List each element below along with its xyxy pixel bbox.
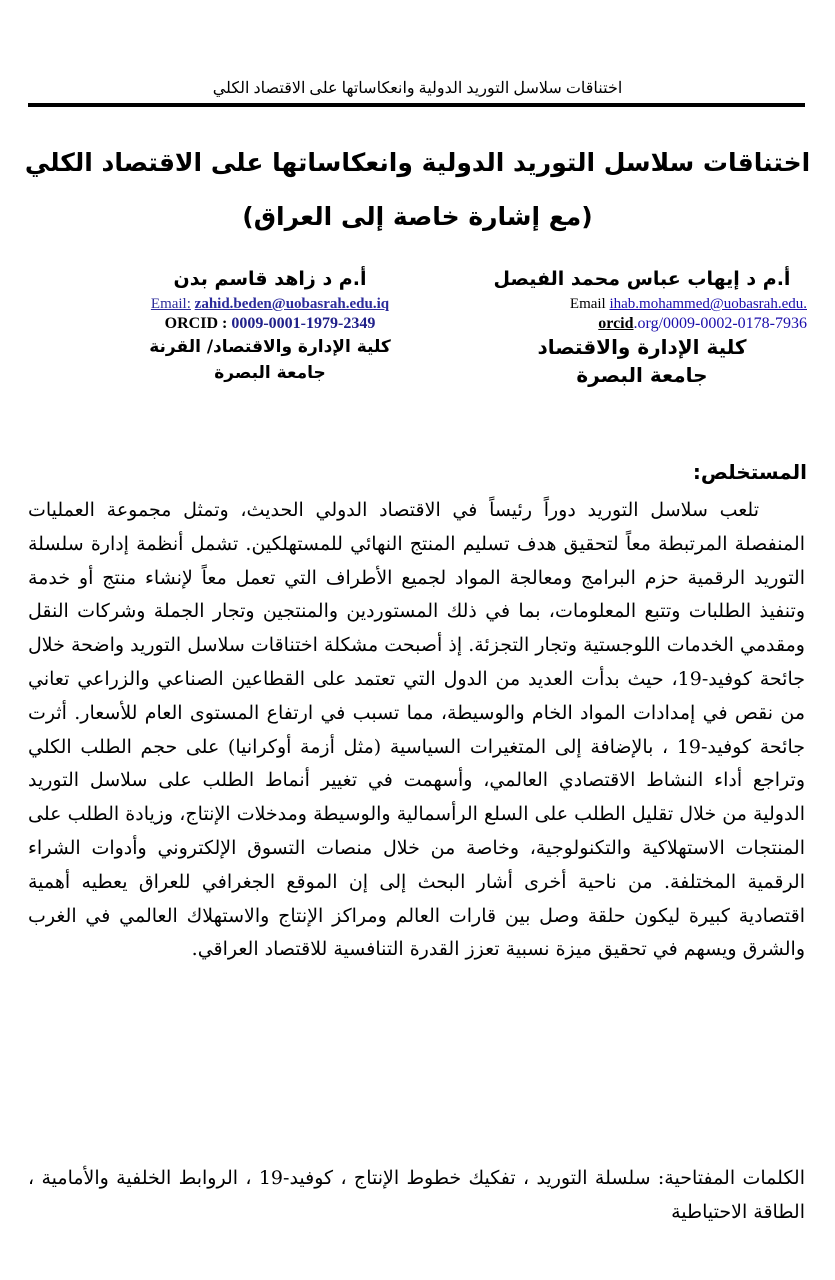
orcid-link[interactable]: .org/0009-0002-0178-7936 — [633, 315, 807, 332]
paper-title: اختناقات سلاسل التوريد الدولية وانعكاساتها على الاقتصاد الكلي — [24, 148, 811, 177]
orcid-prefix: orcid — [598, 315, 634, 332]
email-label: Email: — [150, 296, 191, 312]
abstract-body — [28, 494, 805, 967]
author-block-1 — [477, 268, 807, 387]
author-university: جامعة البصرة — [576, 363, 708, 387]
author-block-2 — [120, 268, 420, 383]
orcid-label: ORCID : — [164, 315, 228, 332]
orcid-number: 0009-0001-1979-2349 — [231, 315, 376, 332]
author-orcid-line — [477, 315, 807, 333]
paper-subtitle: (مع إشارة خاصة إلى العراق) — [242, 202, 593, 231]
author-email-line — [120, 296, 420, 313]
abstract-heading: المستخلص: — [692, 460, 807, 484]
keywords: الكلمات المفتاحية: سلسلة التوريد ، تفكيك خطوط الإنتاج ، كوفيد-19 ، الروابط الخلفية والأمامية ، الطاقة الاحتياطية — [28, 1167, 805, 1223]
email-label: Email — [569, 296, 606, 312]
author-name: أ.م د إيهاب عباس محمد الفيصل — [493, 268, 791, 290]
email-link[interactable]: zahid.beden@uobasrah.edu.iq — [194, 296, 390, 312]
author-orcid-line — [120, 315, 420, 333]
author-college: كلية الإدارة والاقتصاد/ القرنة — [149, 337, 391, 357]
header-divider — [28, 103, 805, 107]
author-college: كلية الإدارة والاقتصاد — [537, 335, 747, 359]
abstract-paragraph: تلعب سلاسل التوريد دوراً رئيساً في الاقتصاد الدولي الحديث، وتمثل مجموعة العمليات المنفصلة المرتبطة معاً لتحقيق هدف تسليم المنتج النهائي للمستهلكين. تشمل أنظمة إدارة سلسلة التوريد الرقمية حزم البرامج ومعالجة المواد لجميع الأطراف التي تعمل معاً لإنشاء منتج أو خدمة وتنفيذ الطلبات وتتبع المعلومات، بما في ذلك المستوردين والمنتجين وتجار الجملة وشركات النقل ومقدمي الخدمات اللوجستية وتجار التجزئة. إذ أصبحت مشكلة اختناقات سلاسل التوريد واضحة خلال جائحة كوفيد-19، حيث بدأت العديد من الدول التي تعتمد على القطاعين الصناعي والزراعي تعاني من نقص في إمدادات المواد الخام والوسيطة، مما تسبب في ارتفاع المستوى العام للأسعار. أثرت جائحة كوفيد-19 ، بالإضافة إلى المتغيرات السياسية (مثل أزمة أوكرانيا) على حجم الطلب الكلي وتراجع أداء النشاط الاقتصادي العالمي، وأسهمت في تغيير أنماط الطلب على سلاسل التوريد الدولية من خلال تقليل الطلب على السلع الرأسمالية والوسيطة ومدخلات الإنتاج، وزيادة الطلب على المنتجات الاستهلاكية والتكنولوجية، وخاصة من خلال منصات التسوق الإلكتروني وأدوات الشراء الرقمية المختلفة. من ناحية أخرى أشار البحث إلى إن الموقع الجغرافي للعراق يعطيه أهمية اقتصادية كبيرة ليكون حلقة وصل بين قارات العالم ومراكز الإنتاج والاستهلاك العالمي في الغرب والشرق ويسهم في تحقيق ميزة نسبية تعزز القدرة التنافسية للاقتصاد العراقي. — [28, 499, 805, 961]
running-header: اختناقات سلاسل التوريد الدولية وانعكاساتها على الاقتصاد الكلي — [212, 80, 623, 97]
author-university: جامعة البصرة — [214, 363, 326, 383]
author-name: أ.م د زاهد قاسم بدن — [173, 268, 367, 290]
author-email-line — [477, 296, 807, 313]
email-link[interactable]: ihab.mohammed@uobasrah.edu. — [609, 296, 807, 312]
